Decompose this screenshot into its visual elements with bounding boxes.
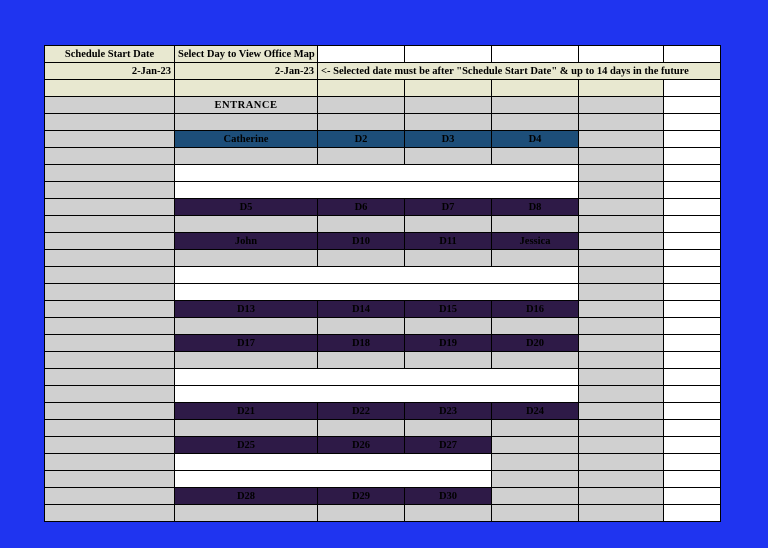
empty-cell — [175, 318, 318, 335]
empty-cell — [492, 420, 579, 437]
empty-cell — [492, 505, 579, 522]
empty-cell — [579, 80, 664, 97]
desk-cell[interactable]: Jessica — [492, 233, 579, 250]
empty-cell — [175, 216, 318, 233]
desk-cell[interactable]: D16 — [492, 301, 579, 318]
empty-cell — [45, 114, 175, 131]
empty-cell — [664, 301, 721, 318]
desk-cell[interactable]: D30 — [405, 488, 492, 505]
table-row — [45, 318, 721, 335]
empty-cell — [579, 301, 664, 318]
empty-cell — [664, 46, 721, 63]
table-row — [45, 301, 721, 318]
empty-cell — [664, 335, 721, 352]
empty-cell — [405, 420, 492, 437]
empty-cell — [318, 216, 405, 233]
empty-cell — [664, 386, 721, 403]
empty-cell — [492, 488, 579, 505]
empty-cell — [579, 488, 664, 505]
empty-cell — [579, 114, 664, 131]
table-row — [45, 437, 721, 454]
empty-cell — [492, 437, 579, 454]
empty-cell — [579, 148, 664, 165]
table-row — [45, 267, 721, 284]
table-row — [45, 131, 721, 148]
empty-cell — [405, 318, 492, 335]
empty-cell — [492, 454, 579, 471]
empty-cell — [318, 250, 405, 267]
table-row — [45, 505, 721, 522]
empty-cell — [579, 165, 664, 182]
desk-cell[interactable]: D28 — [175, 488, 318, 505]
empty-cell — [492, 250, 579, 267]
empty-cell — [45, 488, 175, 505]
empty-cell — [664, 233, 721, 250]
empty-cell — [664, 165, 721, 182]
empty-cell — [492, 318, 579, 335]
desk-cell[interactable]: D25 — [175, 437, 318, 454]
table-row — [45, 454, 721, 471]
desk-cell[interactable]: D8 — [492, 199, 579, 216]
empty-cell — [405, 148, 492, 165]
empty-cell — [664, 267, 721, 284]
spreadsheet-grid — [44, 45, 721, 522]
table-row — [45, 233, 721, 250]
empty-cell — [318, 318, 405, 335]
desk-cell[interactable]: D2 — [318, 131, 405, 148]
empty-cell — [45, 267, 175, 284]
empty-cell — [664, 352, 721, 369]
table-row — [45, 250, 721, 267]
empty-cell — [579, 97, 664, 114]
empty-cell — [492, 352, 579, 369]
empty-cell — [579, 199, 664, 216]
empty-cell — [492, 97, 579, 114]
aisle-space — [175, 182, 579, 199]
selected-date-input[interactable]: 2-Jan-23 — [175, 63, 318, 80]
empty-cell — [318, 97, 405, 114]
desk-cell[interactable]: D10 — [318, 233, 405, 250]
table-row — [45, 114, 721, 131]
empty-cell — [175, 352, 318, 369]
empty-cell — [45, 318, 175, 335]
empty-cell — [45, 471, 175, 488]
empty-cell — [664, 97, 721, 114]
empty-cell — [579, 437, 664, 454]
empty-cell — [664, 505, 721, 522]
empty-cell — [664, 454, 721, 471]
empty-cell — [664, 131, 721, 148]
empty-cell — [664, 216, 721, 233]
empty-cell — [318, 505, 405, 522]
empty-cell — [318, 148, 405, 165]
aisle-space — [175, 454, 492, 471]
empty-cell — [318, 46, 405, 63]
desk-cell[interactable]: D6 — [318, 199, 405, 216]
desk-cell[interactable]: John — [175, 233, 318, 250]
empty-cell — [664, 403, 721, 420]
empty-cell — [175, 148, 318, 165]
empty-cell — [175, 114, 318, 131]
empty-cell — [579, 267, 664, 284]
empty-cell — [175, 420, 318, 437]
table-row — [45, 386, 721, 403]
empty-cell — [664, 182, 721, 199]
table-row — [45, 284, 721, 301]
empty-cell — [579, 386, 664, 403]
empty-cell — [664, 250, 721, 267]
empty-cell — [45, 97, 175, 114]
table-row — [45, 420, 721, 437]
desk-cell[interactable]: D27 — [405, 437, 492, 454]
empty-cell — [664, 199, 721, 216]
empty-cell — [405, 352, 492, 369]
table-row — [45, 46, 721, 63]
table-row — [45, 369, 721, 386]
desk-cell[interactable]: D4 — [492, 131, 579, 148]
date-range-note: <- Selected date must be after "Schedule Start Date" & up to 14 days in the future — [318, 63, 721, 80]
aisle-space — [175, 165, 579, 182]
empty-cell — [579, 505, 664, 522]
empty-cell — [405, 114, 492, 131]
empty-cell — [664, 420, 721, 437]
table-row — [45, 63, 721, 80]
empty-cell — [45, 369, 175, 386]
empty-cell — [405, 505, 492, 522]
empty-cell — [45, 216, 175, 233]
desk-cell[interactable]: D15 — [405, 301, 492, 318]
desk-cell[interactable]: D17 — [175, 335, 318, 352]
desk-cell[interactable]: D11 — [405, 233, 492, 250]
aisle-space — [175, 369, 579, 386]
table-row — [45, 403, 721, 420]
empty-cell — [405, 250, 492, 267]
office-map-spreadsheet — [44, 45, 720, 501]
table-row — [45, 97, 721, 114]
empty-cell — [579, 250, 664, 267]
empty-cell — [492, 114, 579, 131]
table-row — [45, 148, 721, 165]
empty-cell — [664, 148, 721, 165]
empty-cell — [45, 148, 175, 165]
empty-cell — [579, 403, 664, 420]
empty-cell — [579, 233, 664, 250]
desk-cell[interactable]: Catherine — [175, 131, 318, 148]
empty-cell — [45, 386, 175, 403]
empty-cell — [492, 148, 579, 165]
desk-cell[interactable]: D14 — [318, 301, 405, 318]
empty-cell — [579, 318, 664, 335]
empty-cell — [45, 80, 175, 97]
aisle-space — [175, 267, 579, 284]
empty-cell — [579, 335, 664, 352]
empty-cell — [579, 454, 664, 471]
empty-cell — [579, 46, 664, 63]
empty-cell — [318, 420, 405, 437]
empty-cell — [45, 454, 175, 471]
aisle-space — [175, 471, 492, 488]
empty-cell — [664, 114, 721, 131]
empty-cell — [664, 284, 721, 301]
empty-cell — [492, 80, 579, 97]
desk-cell[interactable]: D3 — [405, 131, 492, 148]
aisle-space — [175, 386, 579, 403]
empty-cell — [175, 80, 318, 97]
table-row — [45, 199, 721, 216]
desk-cell[interactable]: D13 — [175, 301, 318, 318]
empty-cell — [664, 488, 721, 505]
empty-cell — [405, 46, 492, 63]
empty-cell — [579, 471, 664, 488]
label-select-day: Select Day to View Office Map — [175, 46, 318, 63]
table-row — [45, 352, 721, 369]
empty-cell — [579, 182, 664, 199]
aisle-space — [175, 284, 579, 301]
empty-cell — [45, 335, 175, 352]
empty-cell — [664, 318, 721, 335]
entrance-label: ENTRANCE — [175, 97, 318, 114]
empty-cell — [405, 97, 492, 114]
table-row — [45, 335, 721, 352]
empty-cell — [579, 369, 664, 386]
empty-cell — [664, 80, 721, 97]
table-row — [45, 182, 721, 199]
empty-cell — [45, 284, 175, 301]
empty-cell — [45, 437, 175, 454]
empty-cell — [45, 505, 175, 522]
desk-cell[interactable]: D18 — [318, 335, 405, 352]
empty-cell — [492, 216, 579, 233]
empty-cell — [45, 420, 175, 437]
empty-cell — [405, 216, 492, 233]
table-row — [45, 165, 721, 182]
empty-cell — [664, 471, 721, 488]
empty-cell — [45, 250, 175, 267]
empty-cell — [45, 182, 175, 199]
empty-cell — [45, 403, 175, 420]
empty-cell — [405, 80, 492, 97]
empty-cell — [492, 471, 579, 488]
empty-cell — [45, 131, 175, 148]
empty-cell — [579, 352, 664, 369]
table-row — [45, 80, 721, 97]
table-row — [45, 216, 721, 233]
empty-cell — [45, 352, 175, 369]
desk-cell[interactable]: D19 — [405, 335, 492, 352]
empty-cell — [579, 420, 664, 437]
table-row — [45, 488, 721, 505]
empty-cell — [492, 46, 579, 63]
empty-cell — [318, 352, 405, 369]
empty-cell — [664, 437, 721, 454]
table-row — [45, 471, 721, 488]
empty-cell — [45, 199, 175, 216]
desk-cell[interactable]: D26 — [318, 437, 405, 454]
desk-cell[interactable]: D20 — [492, 335, 579, 352]
desk-cell[interactable]: D5 — [175, 199, 318, 216]
schedule-start-date-value[interactable]: 2-Jan-23 — [45, 63, 175, 80]
empty-cell — [664, 369, 721, 386]
empty-cell — [45, 233, 175, 250]
label-schedule-start-date: Schedule Start Date — [45, 46, 175, 63]
desk-cell[interactable]: D22 — [318, 403, 405, 420]
empty-cell — [45, 165, 175, 182]
empty-cell — [175, 250, 318, 267]
empty-cell — [579, 131, 664, 148]
empty-cell — [318, 80, 405, 97]
empty-cell — [579, 216, 664, 233]
empty-cell — [579, 284, 664, 301]
desk-cell[interactable]: D23 — [405, 403, 492, 420]
desk-cell[interactable]: D29 — [318, 488, 405, 505]
empty-cell — [45, 301, 175, 318]
desk-cell[interactable]: D24 — [492, 403, 579, 420]
empty-cell — [175, 505, 318, 522]
desk-cell[interactable]: D21 — [175, 403, 318, 420]
desk-cell[interactable]: D7 — [405, 199, 492, 216]
empty-cell — [318, 114, 405, 131]
